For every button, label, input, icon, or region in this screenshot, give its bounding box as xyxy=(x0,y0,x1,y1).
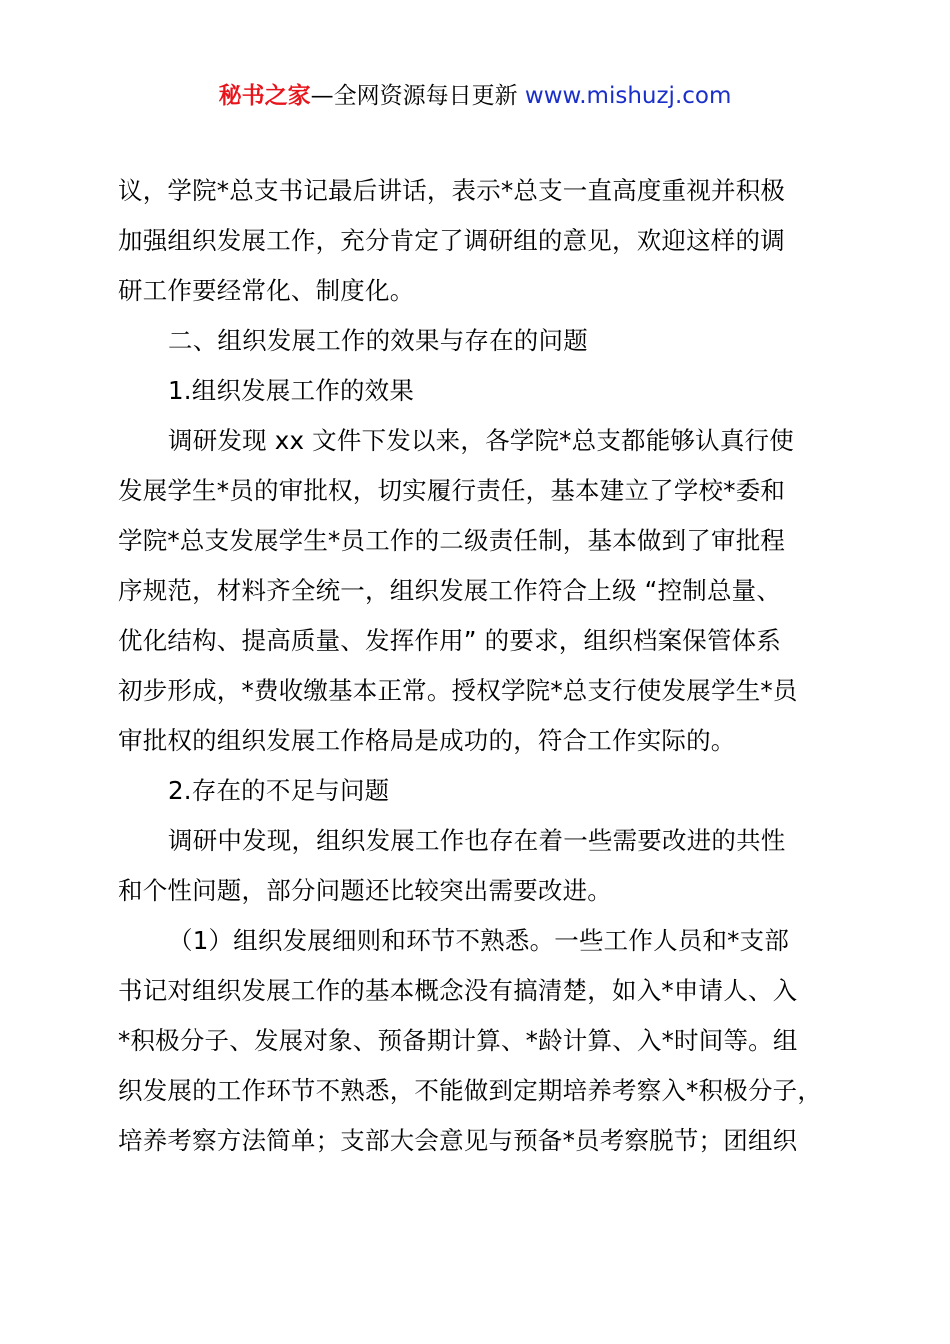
text-line: *积极分子、发展对象、预备期计算、*龄计算、入*时间等。组 xyxy=(118,1026,798,1055)
header-url[interactable]: www.mishuzj.com xyxy=(524,83,732,109)
text-line: 审批权的组织发展工作格局是成功的，符合工作实际的。 xyxy=(118,726,736,755)
text-line: 研工作要经常化、制度化。 xyxy=(118,276,415,305)
text-line: 发展学生*员的审批权，切实履行责任，基本建立了学校*委和 xyxy=(118,476,786,505)
text-line: 序规范，材料齐全统一，组织发展工作符合上级 “控制总量、 xyxy=(118,576,782,605)
text-line: 2.存在的不足与问题 xyxy=(168,776,390,805)
page-header xyxy=(0,80,950,112)
text-line: 二、组织发展工作的效果与存在的问题 xyxy=(168,326,588,355)
text-line: 优化结构、提高质量、发挥作用” 的要求，组织档案保管体系 xyxy=(118,626,782,655)
text-line: 议，学院*总支书记最后讲话，表示*总支一直高度重视并积极 xyxy=(118,176,786,205)
text-line: 加强组织发展工作，充分肯定了调研组的意见，欢迎这样的调 xyxy=(118,226,785,255)
text-line: 织发展的工作环节不熟悉，不能做到定期培养考察入*积极分子， xyxy=(118,1076,823,1105)
text-line: 初步形成，*费收缴基本正常。授权学院*总支行使发展学生*员 xyxy=(118,676,798,705)
brand-name: 秘书之家 xyxy=(218,83,311,109)
text-line: （1）组织发展细则和环节不熟悉。一些工作人员和*支部 xyxy=(168,926,790,955)
text-line: 调研发现 xx 文件下发以来，各学院*总支都能够认真行使 xyxy=(168,426,794,455)
text-line: 1.组织发展工作的效果 xyxy=(168,376,415,405)
text-line: 和个性问题，部分问题还比较突出需要改进。 xyxy=(118,876,612,905)
text-line: 学院*总支发展学生*员工作的二级责任制，基本做到了审批程 xyxy=(118,526,786,555)
text-line: 培养考察方法简单；支部大会意见与预备*员考察脱节；团组织 xyxy=(118,1126,798,1155)
document-body xyxy=(118,166,853,1166)
text-line: 调研中发现，组织发展工作也存在着一些需要改进的共性 xyxy=(168,826,786,855)
header-slogan: —全网资源每日更新 xyxy=(310,83,525,109)
text-line: 书记对组织发展工作的基本概念没有搞清楚，如入*申请人、入 xyxy=(118,976,798,1005)
